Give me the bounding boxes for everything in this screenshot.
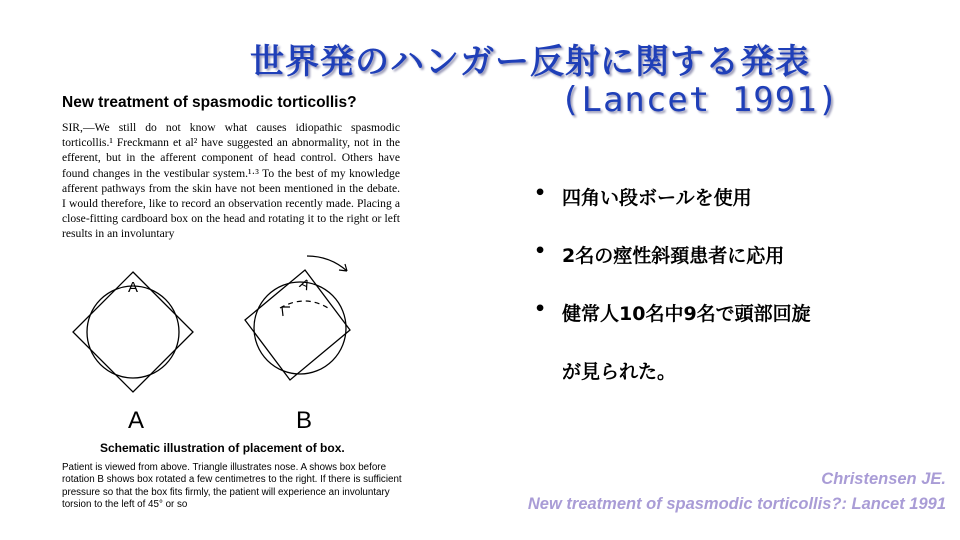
bullet-list <box>534 183 811 415</box>
bullet-marker: • <box>534 240 547 262</box>
bullet-marker: • <box>534 182 547 204</box>
caption-title: Schematic illustration of placement of box. <box>100 441 345 455</box>
slide-title: 世界発のハンガー反射に関する発表 <box>250 42 810 82</box>
bullet-item: • 四角い段ボールを使用 <box>534 182 752 209</box>
figure-a <box>73 272 193 434</box>
slide-subtitle: (Lancet 1991) <box>560 80 840 120</box>
reference-author: Christensen JE. <box>821 470 946 488</box>
bullet-item: • 健常人10名中9名で頭部回旋 <box>534 298 811 325</box>
head-a <box>87 286 179 378</box>
nose-triangle-b: A <box>297 274 313 294</box>
figure-label-b: B <box>295 407 313 434</box>
box-b-rotated <box>245 270 350 380</box>
bullet-marker: • <box>534 298 547 320</box>
paper-title: New treatment of spasmodic torticollis? <box>62 94 357 111</box>
box-placement-diagram <box>60 250 400 440</box>
figure-b <box>245 256 350 434</box>
figure-label-a: A <box>127 407 145 434</box>
rotation-arrowhead <box>282 307 290 316</box>
head-b <box>254 282 346 374</box>
paper-body: SIR,—We still do not know what causes idiopathic spasmodic torticollis.¹ Freckmann et al² have suggested an abnormality, not in the efferent, but in the afferent component of head control. Others have found changes in the vestibular system.¹·³ To the best of my knowledge afferent pathways from the skin have not been mentioned in the debate. I would therefore, like to record an observation recently made. Placing a close-fitting cardboard box on the head and rotating it to the right or left results in an involuntary <box>62 121 400 241</box>
caption-text: Patient is viewed from above. Triangle illustrates nose. A shows box before rotation B shows box rotated a few centimetres to the right. If there is sufficient pressure so that the box fits firmly, the patient will experience an involuntary torsion to the left of 45° or so <box>62 462 402 511</box>
nose-triangle-a: A <box>127 279 139 296</box>
box-rotation-arc <box>307 256 347 271</box>
bullet-item: • 2名の痙性斜頚患者に応用 <box>534 240 785 267</box>
reference-citation: New treatment of spasmodic torticollis?: Lancet 1991 <box>527 495 946 513</box>
bullet-continuation: が見られた。 <box>562 361 677 383</box>
